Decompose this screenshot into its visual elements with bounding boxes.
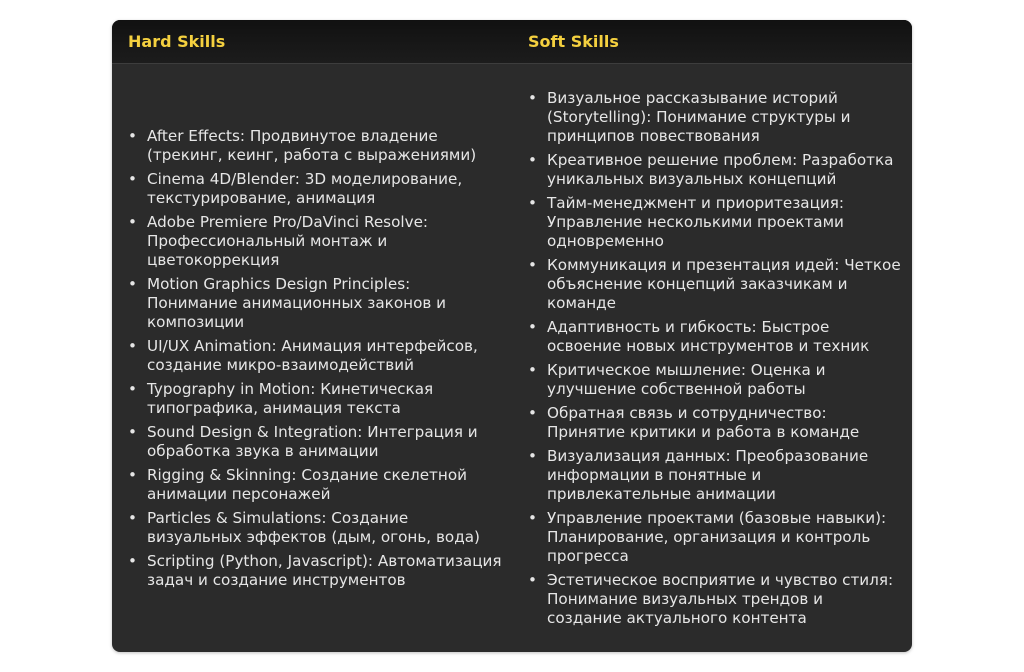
hard-skills-column bbox=[112, 64, 512, 652]
list-item: • Motion Graphics Design Principles: Понимание анимационных законов и композиции bbox=[147, 275, 502, 332]
soft-skills-column bbox=[512, 64, 912, 652]
list-item: • Cinema 4D/Blender: 3D моделирование, текстурирование, анимация bbox=[147, 170, 502, 208]
list-item: • Креативное решение проблем: Разработка уникальных визуальных концепций bbox=[547, 151, 902, 189]
list-item: • Критическое мышление: Оценка и улучшение собственной работы bbox=[547, 361, 902, 399]
list-item: • Визуальное рассказывание историй (Storytelling): Понимание структуры и принципов повествования bbox=[547, 89, 902, 146]
soft-skills-heading: Soft Skills bbox=[528, 32, 619, 51]
list-item: • UI/UX Animation: Анимация интерфейсов, создание микро-взаимодействий bbox=[147, 337, 502, 375]
list-item: • Sound Design & Integration: Интеграция и обработка звука в анимации bbox=[147, 423, 502, 461]
list-item: • Визуализация данных: Преобразование информации в понятные и привлекательные анимации bbox=[547, 447, 902, 504]
list-item: • Адаптивность и гибкость: Быстрое освоение новых инструментов и техник bbox=[547, 318, 902, 356]
list-item: • Adobe Premiere Pro/DaVinci Resolve: Профессиональный монтаж и цветокоррекция bbox=[147, 213, 502, 270]
list-item: • Тайм-менеджмент и приоритезация: Управление несколькими проектами одновременно bbox=[547, 194, 902, 251]
list-item: • Rigging & Skinning: Создание скелетной анимации персонажей bbox=[147, 466, 502, 504]
list-item: • Particles & Simulations: Создание визуальных эффектов (дым, огонь, вода) bbox=[147, 509, 502, 547]
hard-skills-list bbox=[128, 127, 502, 590]
list-item: • After Effects: Продвинутое владение (трекинг, кеинг, работа с выражениями) bbox=[147, 127, 502, 165]
skills-table bbox=[112, 20, 912, 652]
list-item: • Коммуникация и презентация идей: Четкое объяснение концепций заказчикам и команде bbox=[547, 256, 902, 313]
table-header bbox=[112, 20, 912, 64]
list-item: • Scripting (Python, Javascript): Автоматизация задач и создание инструментов bbox=[147, 552, 502, 590]
soft-skills-list bbox=[528, 89, 902, 628]
list-item: • Обратная связь и сотрудничество: Принятие критики и работа в команде bbox=[547, 404, 902, 442]
list-item: • Управление проектами (базовые навыки): Планирование, организация и контроль прогресса bbox=[547, 509, 902, 566]
hard-skills-heading: Hard Skills bbox=[128, 32, 226, 51]
list-item: • Эстетическое восприятие и чувство стиля: Понимание визуальных трендов и создание актуального контента bbox=[547, 571, 902, 628]
table-body bbox=[112, 64, 912, 652]
list-item: • Typography in Motion: Кинетическая типографика, анимация текста bbox=[147, 380, 502, 418]
